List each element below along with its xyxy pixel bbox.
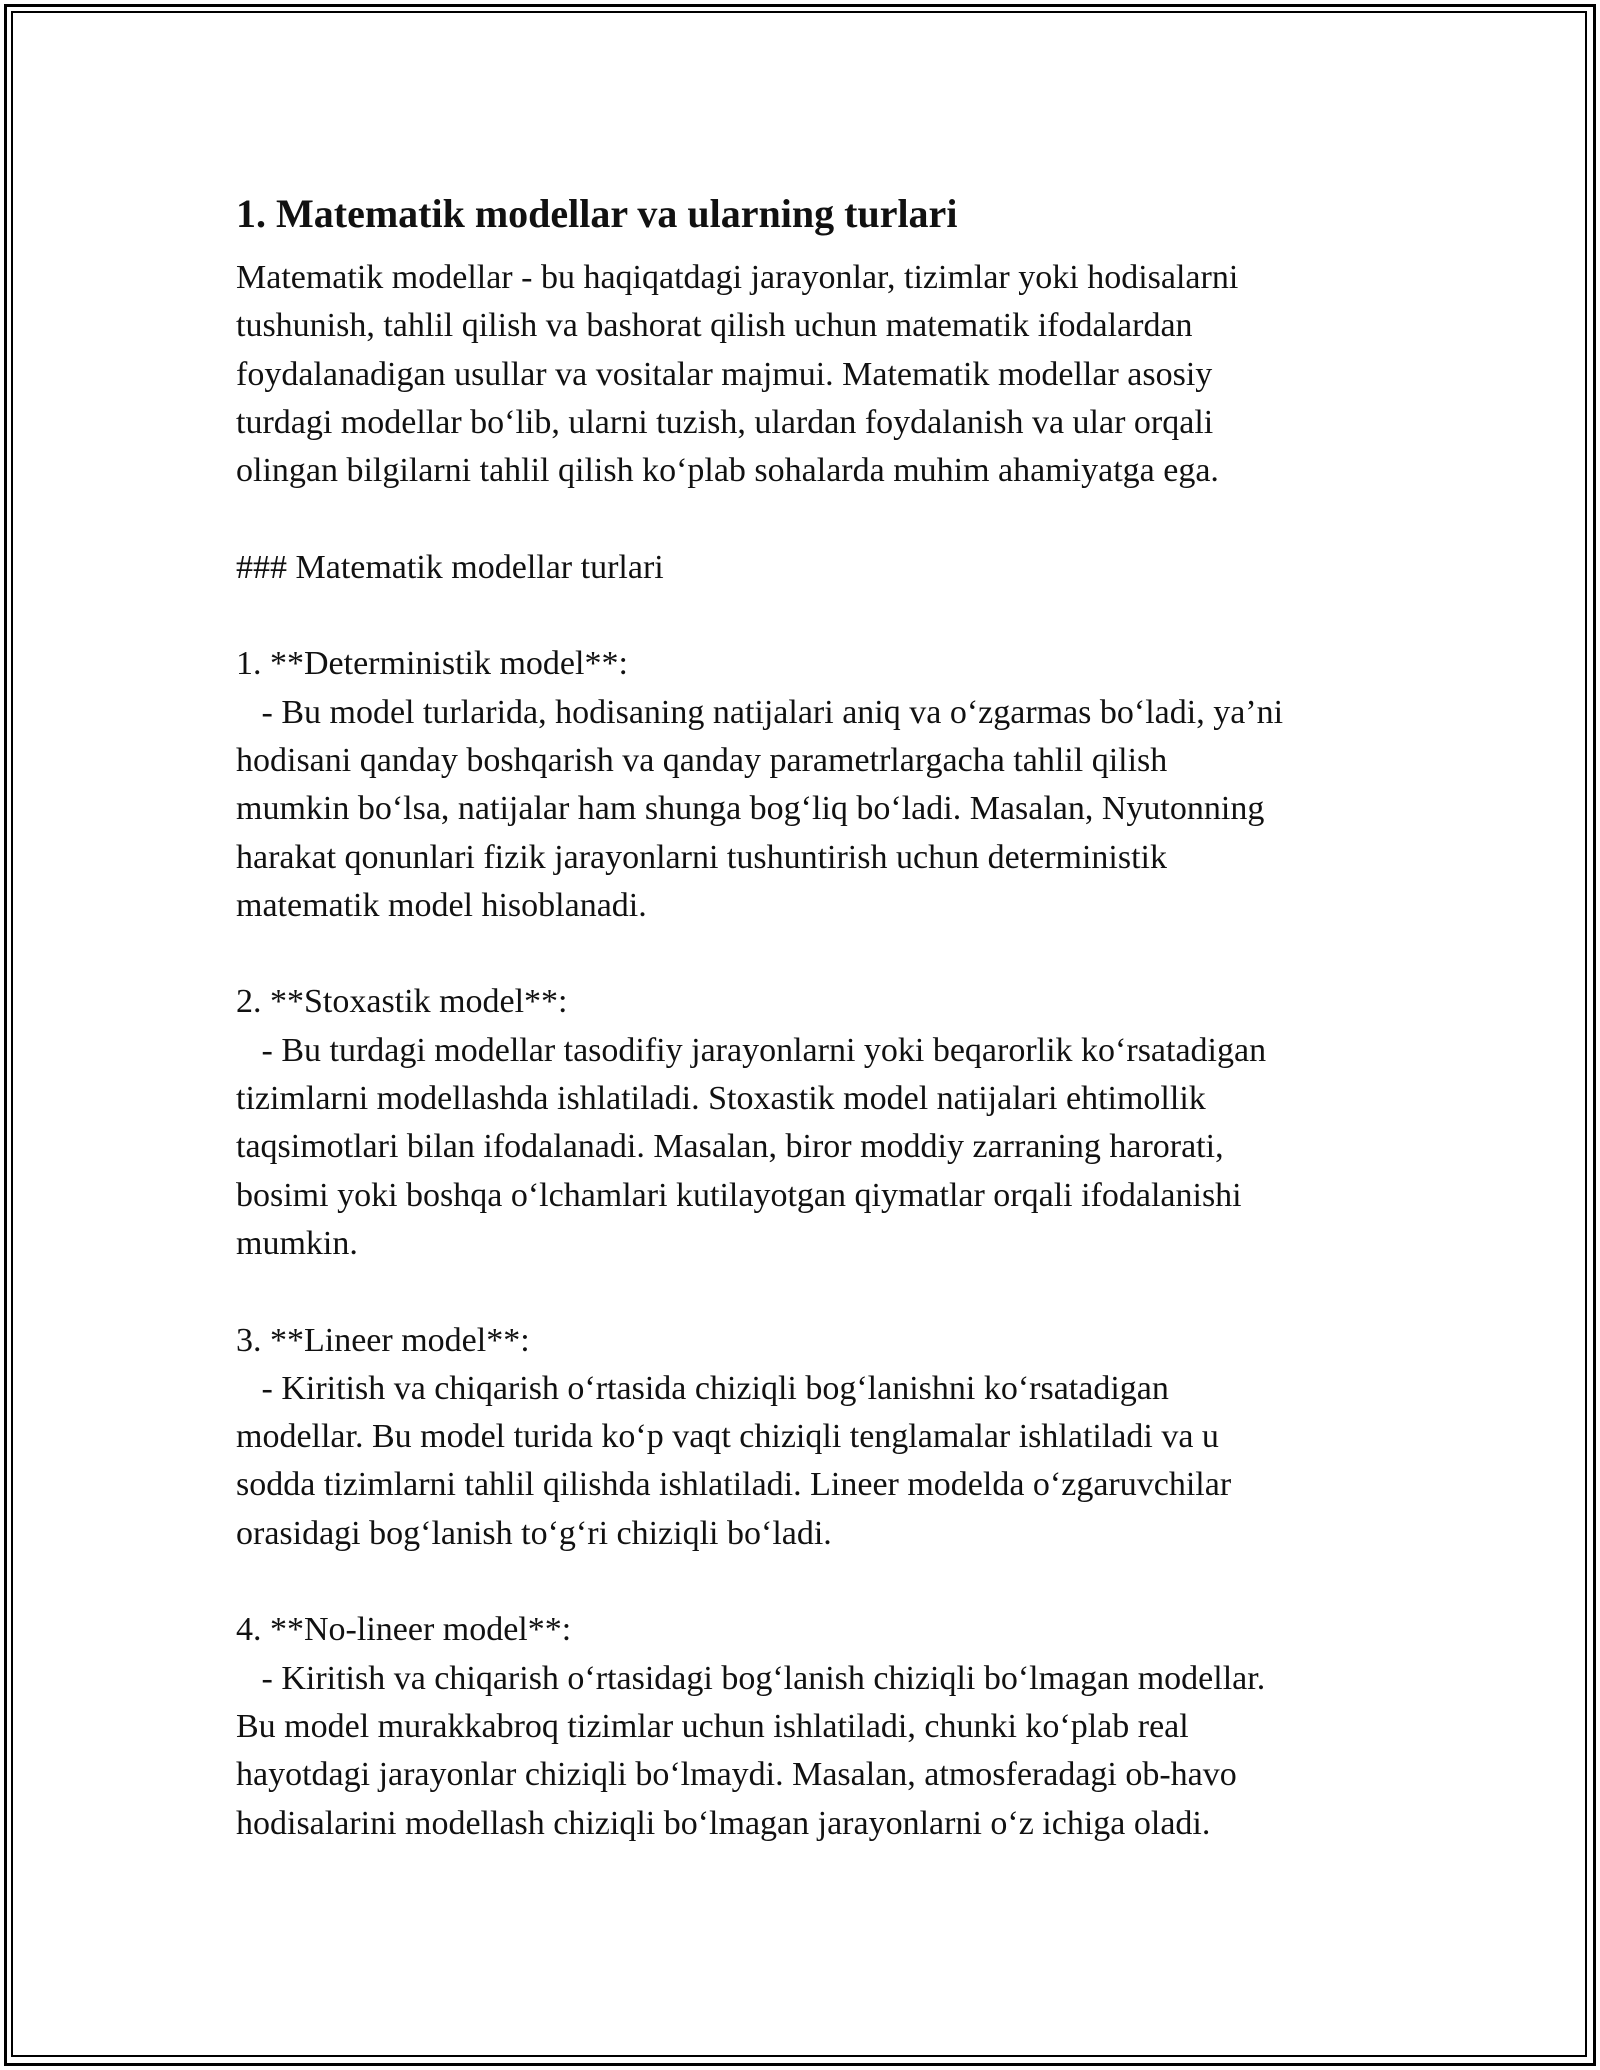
item-line: Bu model murakkabroq tizimlar uchun ishlatiladi, chunki ko‘plab real bbox=[236, 1707, 1189, 1745]
item-line: taqsimotlari bilan ifodalanadi. Masalan, biror moddiy zarraning harorati, bbox=[236, 1128, 1224, 1166]
intro-line: turdagi modellar bo‘lib, ularni tuzish, ulardan foydalanish va ular orqali bbox=[236, 403, 1214, 441]
item-line: - Bu turdagi modellar tasodifiy jarayonlarni yoki beqarorlik ko‘rsatadigan bbox=[236, 1031, 1267, 1069]
item-line: matematik model hisoblanadi. bbox=[236, 886, 647, 924]
document-title: 1. Matematik modellar va ularning turlari bbox=[236, 191, 958, 236]
item-line: bosimi yoki boshqa o‘lchamlari kutilayotgan qiymatlar orqali ifodalanishi bbox=[236, 1176, 1242, 1214]
item-line: sodda tizimlarni tahlil qilishda ishlatiladi. Lineer modelda o‘zgaruvchilar bbox=[236, 1466, 1232, 1504]
item-line: mumkin bo‘lsa, natijalar ham shunga bog‘liq bo‘ladi. Masalan, Nyutonning bbox=[236, 790, 1265, 828]
item-line: mumkin. bbox=[236, 1224, 358, 1262]
blank-line bbox=[236, 592, 1376, 640]
item-line: hayotdagi jarayonlar chiziqli bo‘lmaydi. Masalan, atmosferadagi ob-havo bbox=[236, 1756, 1237, 1794]
item-line: harakat qonunlari fizik jarayonlarni tushuntirish uchun deterministik bbox=[236, 838, 1167, 876]
intro-paragraph bbox=[236, 254, 1376, 1848]
blank-line bbox=[236, 495, 1376, 543]
item-line: modellar. Bu model turida ko‘p vaqt chiziqli tenglamalar ishlatiladi va u bbox=[236, 1418, 1219, 1456]
item-line: hodisalarini modellash chiziqli bo‘lmagan jarayonlarni o‘z ichiga oladi. bbox=[236, 1804, 1211, 1842]
item-line: - Kiritish va chiqarish o‘rtasidagi bog‘lanish chiziqli bo‘lmagan modellar. bbox=[236, 1659, 1266, 1697]
item-line: tizimlarni modellashda ishlatiladi. Stoxastik model natijalari ehtimollik bbox=[236, 1080, 1206, 1118]
item-heading-linear: 3. **Lineer model**: bbox=[236, 1321, 530, 1359]
item-heading-stochastic: 2. **Stoxastik model**: bbox=[236, 983, 568, 1021]
intro-line: olingan bilgilarni tahlil qilish ko‘plab sohalarda muhim ahamiyatga ega. bbox=[236, 452, 1219, 490]
item-heading-nonlinear: 4. **No-lineer model**: bbox=[236, 1611, 572, 1649]
blank-line bbox=[236, 1268, 1376, 1316]
intro-line: tushunish, tahlil qilish va bashorat qilish uchun matematik ifodalardan bbox=[236, 307, 1193, 345]
blank-line bbox=[236, 930, 1376, 978]
section-heading: ### Matematik modellar turlari bbox=[236, 548, 664, 586]
item-line: hodisani qanday boshqarish va qanday parametrlargacha tahlil qilish bbox=[236, 741, 1168, 779]
blank-line bbox=[236, 1558, 1376, 1606]
item-line: - Kiritish va chiqarish o‘rtasida chiziqli bog‘lanishni ko‘rsatadigan bbox=[236, 1369, 1169, 1407]
document-page bbox=[236, 186, 1376, 1848]
intro-line: Matematik modellar - bu haqiqatdagi jarayonlar, tizimlar yoki hodisalarni bbox=[236, 259, 1239, 296]
item-line: - Bu model turlarida, hodisaning natijalari aniq va o‘zgarmas bo‘ladi, ya’ni bbox=[236, 693, 1284, 731]
item-heading-deterministic: 1. **Deterministik model**: bbox=[236, 645, 628, 683]
item-line: orasidagi bog‘lanish to‘g‘ri chiziqli bo‘ladi. bbox=[236, 1514, 832, 1552]
intro-line: foydalanadigan usullar va vositalar majmui. Matematik modellar asosiy bbox=[236, 355, 1213, 393]
